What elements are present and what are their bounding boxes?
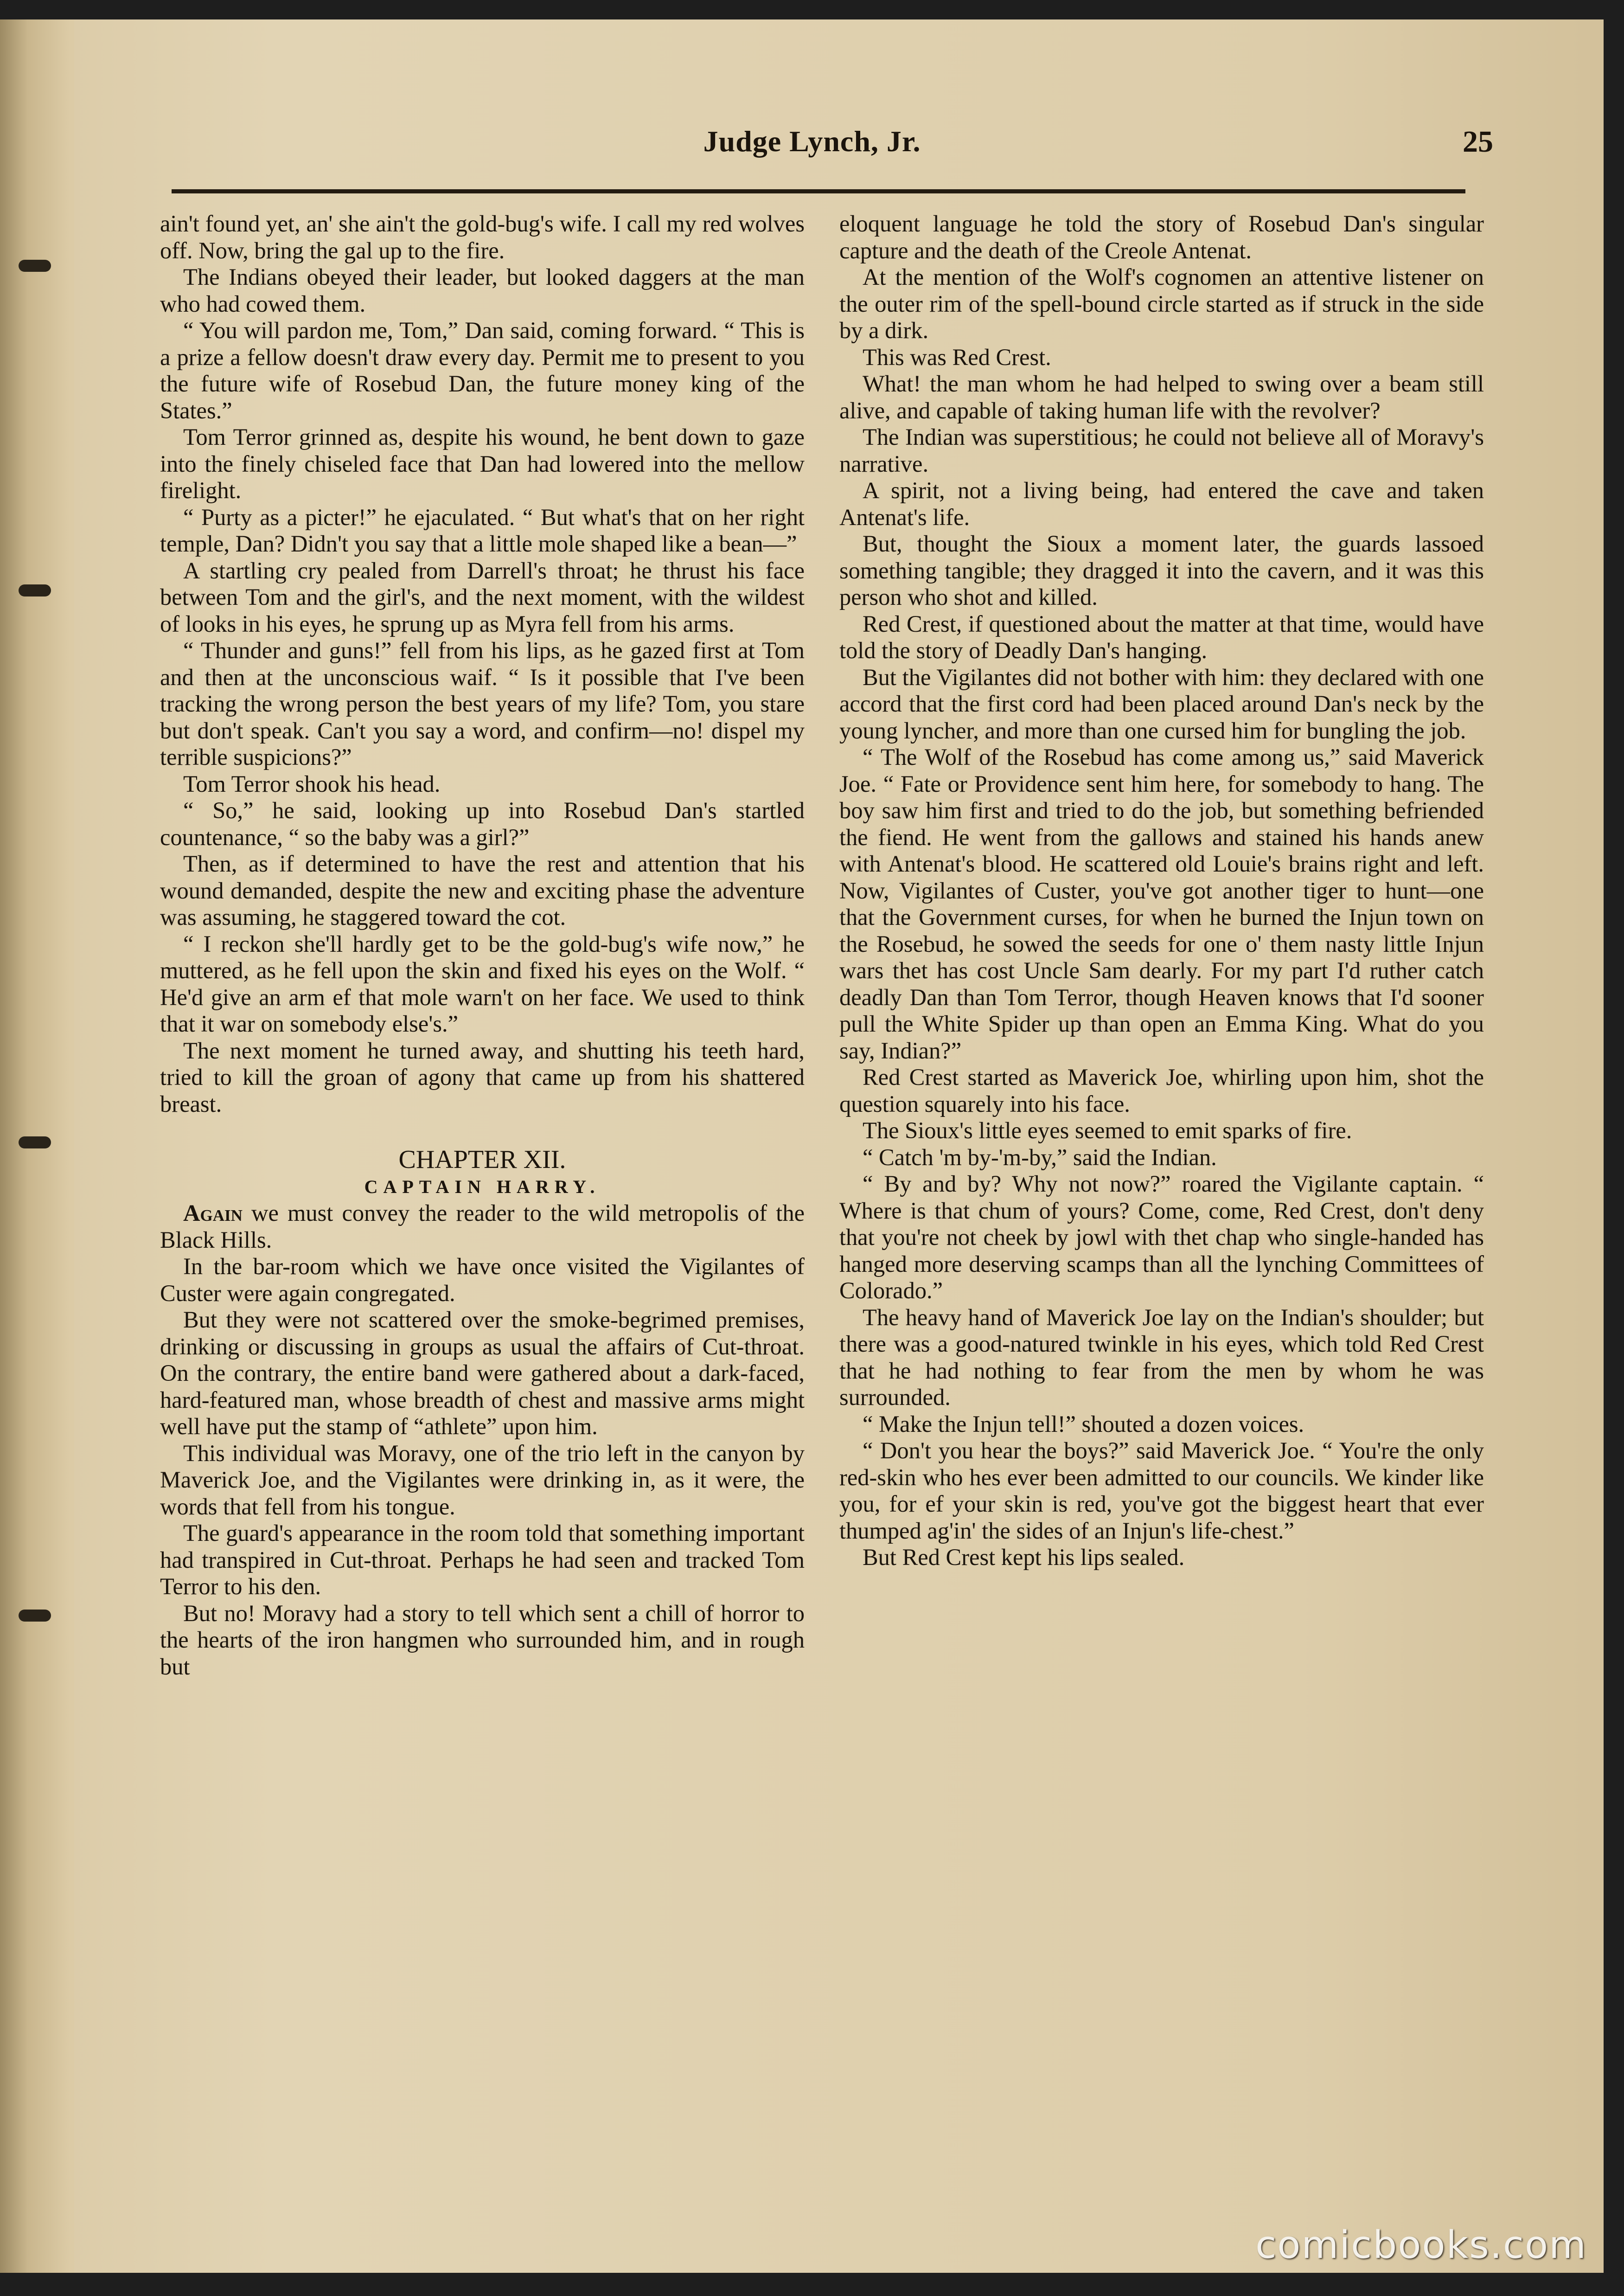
- scan-border-top: [0, 0, 1624, 19]
- paragraph: But they were not scattered over the smoke-begrimed premises, drinking or discussing in groups as usual the affairs of Cut-throat. On the contrary, the entire band were gathered about a dark-faced, hard-featured man, whose breadth of chest and massive arms might well have put the stamp of “athlete” upon him.: [160, 1307, 805, 1439]
- header-rule: [172, 189, 1465, 193]
- paragraph: “ Purty as a picter!” he ejaculated. “ But what's that on her right temple, Dan? Didn't you say that a little mole shaped like a bean—”: [160, 504, 805, 557]
- paragraph: Red Crest, if questioned about the matter at that time, would have told the story of Deadly Dan's hanging.: [839, 610, 1484, 663]
- paragraph: This individual was Moravy, one of the trio left in the canyon by Maverick Joe, and the Vigilantes were drinking in, as it were, the words that fell from his tongue.: [160, 1440, 805, 1520]
- paragraph: Red Crest started as Maverick Joe, whirling upon him, shot the question squarely into his face.: [839, 1064, 1484, 1117]
- paragraph: But, thought the Sioux a moment later, the guards lassoed something tangible; they dragged it into the cavern, and it was this person who shot and killed.: [839, 531, 1484, 610]
- chapter-title: CHAPTER XII.: [398, 1145, 566, 1174]
- chapter-opening-paragraph: [160, 1200, 805, 1253]
- binding-stitch: [19, 260, 51, 272]
- paragraph: The next moment he turned away, and shutting his teeth hard, tried to kill the groan of agony that came up from his shattered breast.: [160, 1037, 805, 1117]
- left-column: [160, 211, 805, 1680]
- paragraph: What! the man whom he had helped to swing over a beam still alive, and capable of taking human life with the revolver?: [839, 371, 1484, 423]
- paragraph: “ So,” he said, looking up into Rosebud Dan's startled countenance, “ so the baby was a girl?”: [160, 797, 805, 850]
- paragraph: A spirit, not a living being, had entered the cave and taken Antenat's life.: [839, 477, 1484, 530]
- paragraph: But no! Moravy had a story to tell which sent a chill of horror to the hearts of the iron hangmen who surrounded him, and in rough but: [160, 1600, 805, 1680]
- paragraph: “ Don't you hear the boys?” said Maverick Joe. “ You're the only red-skin who hes ever been admitted to our councils. We kinder like you, for ef your skin is red, you've got the biggest heart that ever thumped ag'in' the sides of an Injun's life-chest.”: [839, 1437, 1484, 1544]
- paragraph: But the Vigilantes did not bother with him: they declared with one accord that the first cord had been placed around Dan's neck by the young lyncher, and more than one cursed him for bungling the job.: [839, 664, 1484, 744]
- paragraph: This was Red Crest.: [863, 344, 1051, 370]
- paragraph: “ By and by? Why not now?” roared the Vigilante captain. “ Where is that chum of yours? Come, come, Red Crest, don't deny that you're not cheek by jowl with thet chap who single-handed has hanged more deserving scamps than all the lynching Committees of Colorado.”: [839, 1171, 1484, 1303]
- paragraph: “ Make the Injun tell!” shouted a dozen voices.: [863, 1411, 1304, 1437]
- paragraph: The guard's appearance in the room told that something important had transpired in Cut-throat. Perhaps he had seen and tracked Tom Terror to his den.: [160, 1520, 805, 1599]
- paragraph: “ Catch 'm by-'m-by,” said the Indian.: [863, 1144, 1217, 1170]
- paragraph: ain't found yet, an' she ain't the gold-bug's wife. I call my red wolves off. Now, bring the gal up to the fire.: [160, 211, 805, 263]
- paragraph: The heavy hand of Maverick Joe lay on the Indian's shoulder; but there was a good-natured twinkle in his eyes, which told Red Crest that he had nothing to fear from the men by whom he was surrounded.: [839, 1304, 1484, 1410]
- paragraph: The Sioux's little eyes seemed to emit sparks of fire.: [863, 1117, 1352, 1143]
- paragraph: The Indian was superstitious; he could not believe all of Moravy's narrative.: [839, 424, 1484, 477]
- paragraph: But Red Crest kept his lips sealed.: [863, 1544, 1185, 1570]
- paragraph: “ Thunder and guns!” fell from his lips, as he gazed first at Tom and then at the unconscious waif. “ Is it possible that I've been tracking the wrong person the best years of my life? Tom, you stare but don't speak. Can't you say a word, and confirm—no! dispel my terrible suspicions?”: [160, 637, 805, 770]
- chapter-subtitle: CAPTAIN HARRY.: [364, 1176, 601, 1197]
- paragraph: The Indians obeyed their leader, but looked daggers at the man who had cowed them.: [160, 264, 805, 317]
- scan-border-bottom: [0, 2273, 1624, 2296]
- right-column: [839, 211, 1484, 1571]
- paragraph: Tom Terror shook his head.: [183, 770, 441, 797]
- binding-stitch: [19, 1136, 51, 1148]
- paragraph: In the bar-room which we have once visited the Vigilantes of Custer were again congregated.: [160, 1253, 805, 1306]
- paragraph: “ You will pardon me, Tom,” Dan said, coming forward. “ This is a prize a fellow doesn't draw every day. Permit me to present to you the future wife of Rosebud Dan, the future money king of the States.”: [160, 317, 805, 423]
- running-header-title: Judge Lynch, Jr.: [703, 125, 921, 158]
- site-watermark: comicbooks.com: [1255, 2223, 1587, 2267]
- paragraph: Then, as if determined to have the rest and attention that his wound demanded, despite the new and exciting phase the adventure was assuming, he staggered toward the cot.: [160, 851, 805, 930]
- paragraph: “ The Wolf of the Rosebud has come among us,” said Maverick Joe. “ Fate or Providence sent him here, for somebody to hang. The boy saw him first and tried to do the job, but something befriended the fiend. He went from the gallows and stained his hands anew with Antenat's blood. He scattered old Louie's brains right and left. Now, Vigilantes of Custer, you've got another tiger to hunt—one that the Government curses, for when he burned the Injun town on the Rosebud, he sowed the seeds for one o' them nasty little Injun wars thet has cost Uncle Sam dearly. For my part I'd ruther catch deadly Dan than Tom Terror, though Heaven knows that I'd sooner pull the White Spider up than open an Emma King. What do you say, Indian?”: [839, 744, 1484, 1064]
- paragraph: “ I reckon she'll hardly get to be the gold-bug's wife now,” he muttered, as he fell upon the skin and fixed his eyes on the Wolf. “ He'd give an arm ef that mole warn't on her face. We used to think that it war on somebody else's.”: [160, 930, 805, 1037]
- binding-stitch: [19, 1610, 51, 1622]
- binding-stitch: [19, 584, 51, 596]
- paragraph: At the mention of the Wolf's cognomen an attentive listener on the outer rim of the spell-bound circle started as if struck in the side by a dirk.: [839, 264, 1484, 343]
- page-number: 25: [1463, 125, 1493, 159]
- paragraph: eloquent language he told the story of Rosebud Dan's singular capture and the death of the Creole Antenat.: [839, 211, 1484, 263]
- opening-text: we must convey the reader to the wild metropolis of the Black Hills.: [160, 1200, 805, 1253]
- scan-border-right: [1604, 0, 1624, 2296]
- drop-word: Again: [183, 1200, 243, 1226]
- paragraph: Tom Terror grinned as, despite his wound, he bent down to gaze into the finely chiseled face that Dan had lowered into the mellow firelight.: [160, 424, 805, 503]
- paragraph: A startling cry pealed from Darrell's throat; he thrust his face between Tom and the girl's, and the next moment, with the wildest of looks in his eyes, he sprung up as Myra fell from his arms.: [160, 557, 805, 637]
